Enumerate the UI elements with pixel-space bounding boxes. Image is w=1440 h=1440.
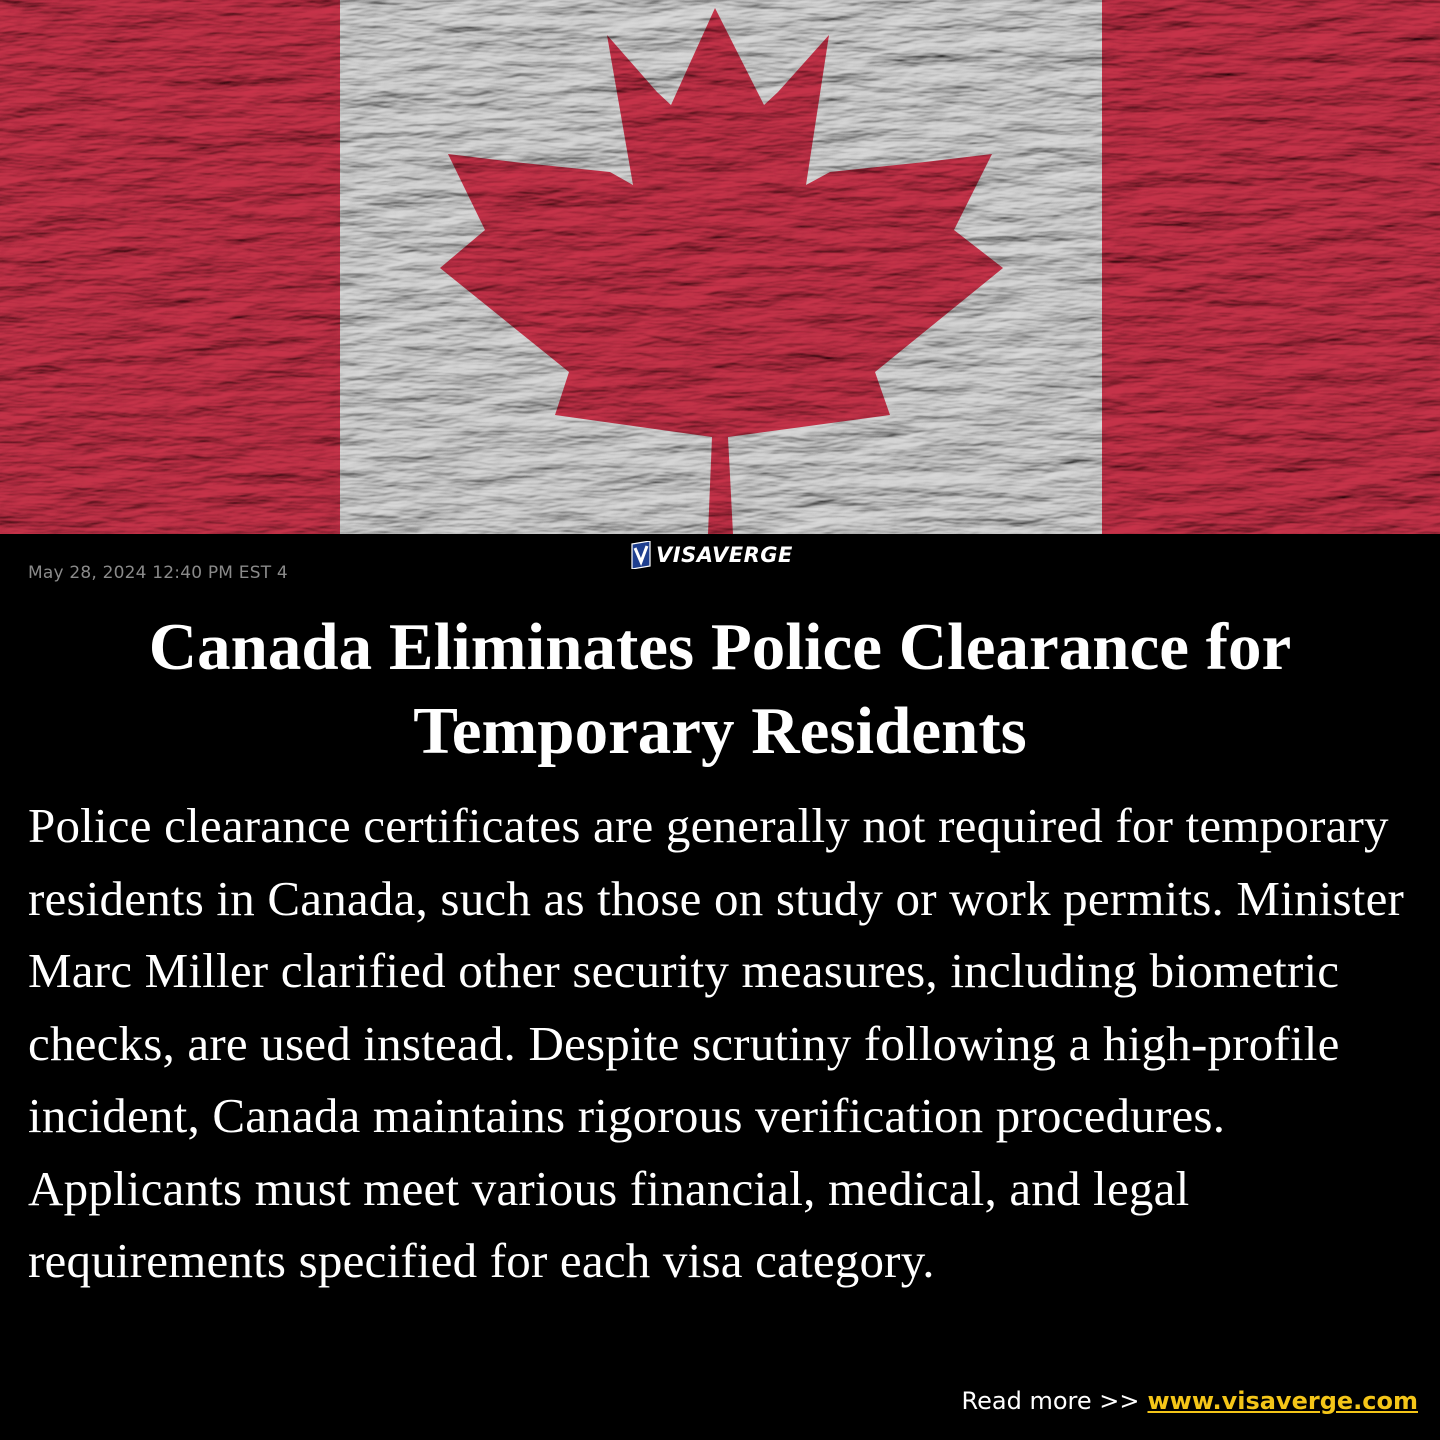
read-more-label: Read more >> xyxy=(961,1387,1140,1415)
publish-date: May 28, 2024 12:40 PM EST 4 xyxy=(28,563,288,583)
read-more-footer xyxy=(962,1387,1418,1415)
brand-logo xyxy=(630,541,793,569)
article-headline: Canada Eliminates Police Clearance for Temporary Residents xyxy=(148,610,1292,768)
flag-left-band xyxy=(0,0,340,534)
website-link[interactable]: www.visaverge.com xyxy=(1147,1387,1418,1415)
canada-flag-image xyxy=(0,0,1440,534)
hero-image xyxy=(0,0,1440,534)
visaverge-logo-icon xyxy=(630,541,652,569)
article-body: Police clearance certificates are generally not required for temporary residents in Canada, such as those on study or work permits. Minister Marc Miller clarified other security measures, including biometric checks, are used instead. Despite scrutiny following a high-profile incident, Canada maintains rigorous verification procedures. Applicants must meet various financial, medical, and legal requirements specified for each visa category. xyxy=(28,798,1405,1288)
brand-name: VISAVERGE xyxy=(656,543,793,567)
flag-right-band xyxy=(1102,0,1440,534)
